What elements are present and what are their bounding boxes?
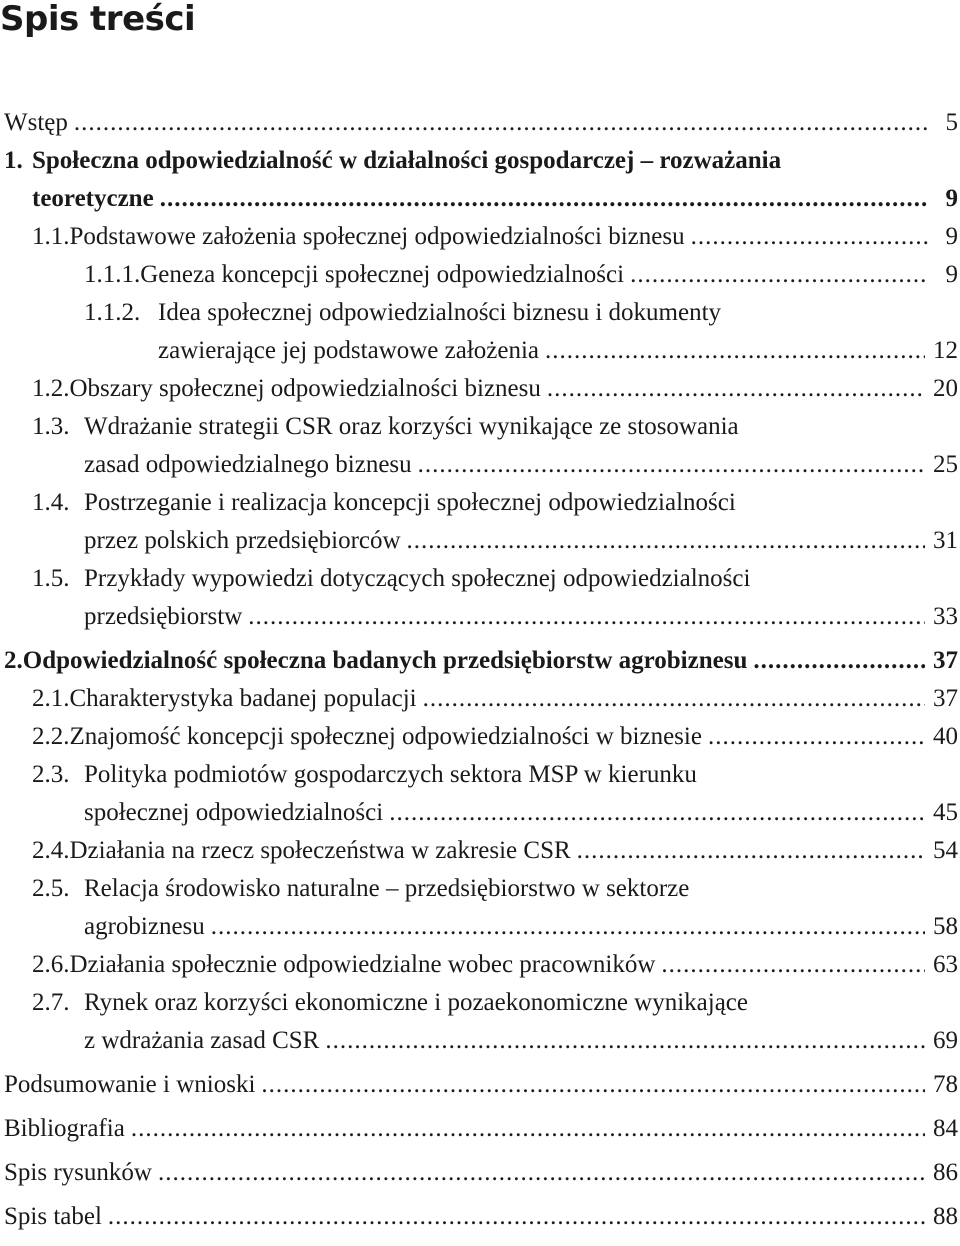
toc-entry[interactable] [0,218,960,256]
dot-leader [74,104,928,142]
toc-entry-title-continued: zasad odpowiedzialnego biznesu [84,451,412,478]
toc-page-number: 9 [945,185,958,212]
toc-entry[interactable] [0,1066,960,1104]
toc-entry-number: 2.6. [32,951,70,978]
toc-entry[interactable] [0,1198,960,1236]
toc-page-number: 54 [933,837,958,864]
toc-page-number: 20 [933,375,958,402]
toc-entry[interactable] [0,104,960,142]
toc-entry-title-continued: przedsiębiorstw [84,603,243,630]
toc-entry-line [0,256,960,294]
toc-entry-title-continued: społecznej odpowiedzialności [84,799,384,826]
toc-entry-number: 2.1. [32,685,70,712]
toc-entry-title-continued: przez polskich przedsiębiorców [84,527,401,554]
toc-entry-title: Idea społecznej odpowiedzialności biznesu i dokumenty [158,299,722,326]
toc-entry-line [0,446,960,484]
dot-leader [691,218,928,256]
toc-entry-line [0,522,960,560]
toc-entry[interactable] [0,642,960,680]
toc-entry[interactable] [0,756,960,832]
toc-entry-title: Podsumowanie i wnioski [4,1071,256,1098]
dot-leader [577,832,925,870]
toc-entry-number: 1.2. [32,375,70,402]
toc-entry-title-line [0,560,960,598]
toc-entry-line [0,1022,960,1060]
toc-entry-title: Znajomość koncepcji społecznej odpowiedzialności w biznesie [69,723,702,750]
toc-entry[interactable] [0,680,960,718]
toc-entry-number: 2.4. [32,837,70,864]
toc-page-number: 40 [933,723,958,750]
toc-entry-title: Rynek oraz korzyści ekonomiczne i pozaekonomiczne wynikające [84,989,749,1016]
toc-entry[interactable] [0,560,960,636]
toc-page-number: 45 [933,799,958,826]
toc-entry-number: 2.5. [32,875,70,902]
dot-leader [158,1154,925,1192]
toc-entry-number: 1. [4,147,23,174]
toc-entry[interactable] [0,1110,960,1148]
toc-entry-line [0,598,960,636]
toc-entry-title-line [0,294,960,332]
toc-entry-title-continued: zawierające jej podstawowe założenia [158,337,540,364]
toc-entry-title-line [0,484,960,522]
dot-leader [423,680,925,718]
toc-entry-line [0,1066,960,1104]
toc-entry-line [0,832,960,870]
toc-entry-title: Bibliografia [4,1115,125,1142]
toc-entry-number: 1.4. [32,489,70,516]
dot-leader [131,1110,925,1148]
toc-entry-title: Postrzeganie i realizacja koncepcji społecznej odpowiedzialności [84,489,736,516]
dot-leader [708,718,925,756]
toc-entry-line [0,180,960,218]
toc-entry-title: Odpowiedzialność społeczna badanych przedsiębiorstw agrobiznesu [22,647,748,674]
toc-entry-line [0,332,960,370]
toc-entry[interactable] [0,718,960,756]
toc-entry[interactable] [0,946,960,984]
toc-page-number: 37 [933,647,958,674]
toc-entry-number: 1.5. [32,565,70,592]
toc-entry-title: Działania na rzecz społeczeństwa w zakresie CSR [69,837,571,864]
toc-entry[interactable] [0,832,960,870]
toc-entry-title: Geneza koncepcji społecznej odpowiedzialności [140,261,625,288]
dot-leader [261,1066,925,1104]
toc-entry-line [0,642,960,680]
toc-entry[interactable] [0,984,960,1060]
toc-entry-number: 2.7. [32,989,70,1016]
toc-entry-line [0,1198,960,1236]
toc-entry-line [0,218,960,256]
toc-entry-line [0,794,960,832]
toc-entry[interactable] [0,370,960,408]
toc-entry-title: Wstęp [4,109,68,136]
page-title: Spis treści [0,0,196,39]
toc-entry-title: Obszary społecznej odpowiedzialności biznesu [69,375,541,402]
toc-entry[interactable] [0,870,960,946]
toc-entry[interactable] [0,142,960,218]
dot-leader [545,332,925,370]
toc-entry-title-continued: z wdrażania zasad CSR [84,1027,320,1054]
toc-entry-line [0,1110,960,1148]
toc-entry-title-line [0,870,960,908]
toc-page-number: 25 [933,451,958,478]
toc-page-number: 37 [933,685,958,712]
toc-entry-title: Relacja środowisko naturalne – przedsiębiorstwo w sektorze [84,875,690,902]
toc-entry-number: 1.3. [32,413,70,440]
toc-entry-line [0,718,960,756]
toc-entry-line [0,908,960,946]
toc-entry-title-continued: agrobiznesu [84,913,205,940]
dot-leader [325,1022,925,1060]
dot-leader [211,908,925,946]
toc-entry-line [0,680,960,718]
toc-entry-title-line [0,756,960,794]
dot-leader [630,256,928,294]
toc-entry[interactable] [0,256,960,294]
toc-page-number: 69 [933,1027,958,1054]
toc-entry[interactable] [0,484,960,560]
toc-page-number: 78 [933,1071,958,1098]
toc-entry-title-continued: teoretyczne [32,185,154,212]
toc-entry-title: Polityka podmiotów gospodarczych sektora MSP w kierunku [84,761,697,788]
toc-page-number: 88 [933,1203,958,1230]
dot-leader [418,446,925,484]
toc-entry-line [0,104,960,142]
toc-page-number: 58 [933,913,958,940]
toc-entry-number: 1.1. [32,223,70,250]
toc-entry-number: 2. [4,647,23,674]
toc-entry-line [0,1154,960,1192]
dot-leader [661,946,925,984]
dot-leader [248,598,925,636]
toc-entry-title: Spis rysunków [4,1159,152,1186]
toc-page-number: 9 [945,223,958,250]
toc-entry-number: 2.3. [32,761,70,788]
toc-entry-title-line [0,408,960,446]
toc-entry-line [0,946,960,984]
toc-entry-title: Spis tabel [4,1203,102,1230]
toc-entry[interactable] [0,408,960,484]
toc-entry[interactable] [0,1154,960,1192]
toc-page-number: 86 [933,1159,958,1186]
toc-entry-title: Przykłady wypowiedzi dotyczących społecznej odpowiedzialności [84,565,751,592]
toc-entry-title: Wdrażanie strategii CSR oraz korzyści wynikające ze stosowania [84,413,739,440]
toc-entry-title: Społeczna odpowiedzialność w działalności gospodarczej – rozważania [32,147,782,174]
toc-page-number: 63 [933,951,958,978]
toc-entry[interactable] [0,294,960,370]
dot-leader [753,642,925,680]
dot-leader [407,522,925,560]
toc-entry-title: Podstawowe założenia społecznej odpowiedzialności biznesu [69,223,685,250]
toc-entry-number: 1.1.2. [84,299,141,326]
dot-leader [160,180,928,218]
toc-entry-line [0,370,960,408]
toc-page-number: 12 [933,337,958,364]
dot-leader [389,794,925,832]
toc-entry-title-line [0,142,960,180]
toc-entry-title: Działania społecznie odpowiedzialne wobec pracowników [69,951,656,978]
toc-entry-title-line [0,984,960,1022]
dot-leader [547,370,925,408]
toc-entry-title: Charakterystyka badanej populacji [69,685,417,712]
toc-page-number: 31 [933,527,958,554]
table-of-contents [0,104,960,1236]
dot-leader [108,1198,925,1236]
toc-page-number: 84 [933,1115,958,1142]
toc-page-number: 33 [933,603,958,630]
toc-entry-number: 2.2. [32,723,70,750]
toc-page-number: 5 [945,109,958,136]
toc-page-number: 9 [945,261,958,288]
toc-entry-number: 1.1.1. [84,261,141,288]
